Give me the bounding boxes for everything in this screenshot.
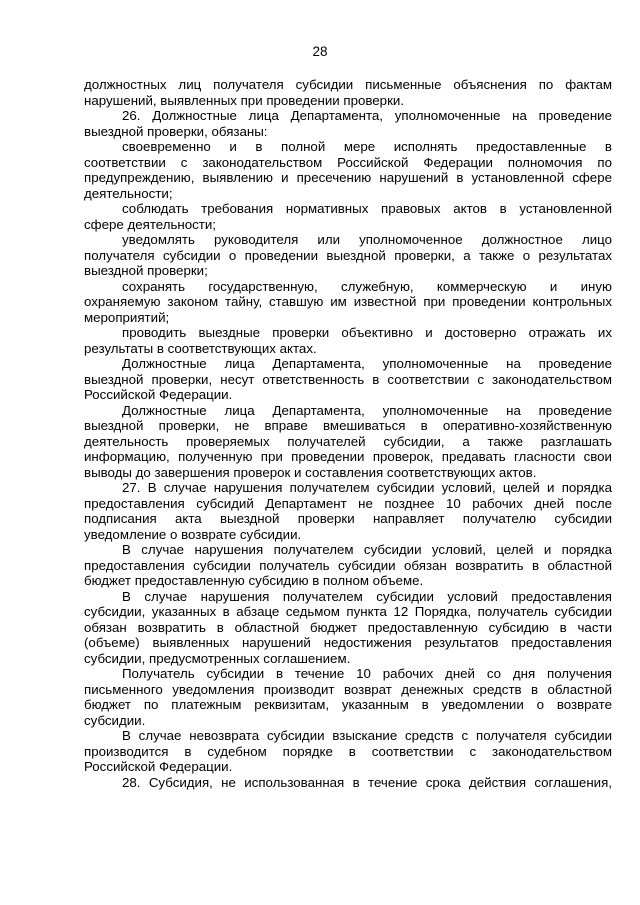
text-line: получателя субсидии о проведении выездной проверки, а также о результатах (84, 247, 612, 263)
text-line: бюджет по платежным реквизитам, указанным в уведомлении о возврате (84, 697, 612, 712)
text-line: предупреждению, выявлению и пресечению нарушений в установленной сфере (84, 170, 612, 185)
text-line: субсидии. (84, 712, 146, 728)
text-line: бюджет предоставленную субсидию в полном объеме. (84, 573, 424, 588)
text-line: нарушений, выявленных при проведении проверки. (84, 92, 405, 108)
text-line: информацию, полученную при проведении проверок, предавать гласности свои (84, 449, 612, 464)
text-line: должностных лиц получателя субсидии письменные объяснения по фактам (84, 77, 612, 92)
text-line: письменного уведомления производит возврат денежных средств в областной (84, 681, 612, 697)
text-line: выездной проверки, обязаны: (84, 123, 268, 139)
text-line: В случае нарушения получателем субсидии условий предоставления (122, 588, 612, 604)
text-line: деятельности; (84, 185, 173, 201)
text-line: предоставления субсидий Департамент не позднее 10 рабочих дней после (84, 495, 612, 511)
text-line: Российской Федерации. (84, 387, 233, 402)
text-line: выездной проверки, несут ответственность в соответствии с законодательством (84, 371, 612, 387)
text-line: субсидии, предусмотренных соглашением. (84, 650, 351, 666)
text-line: Должностные лица Департамента, уполномоченные на проведение (122, 356, 612, 371)
text-line: выводы до завершения проверок и составления соответствующих актов. (84, 464, 537, 480)
text-line: В случае невозврата субсидии взыскание средств с получателя субсидии (122, 728, 612, 743)
text-line: охраняемую законом тайну, ставшую им известной при проведении контрольных (84, 294, 612, 309)
text-line: своевременно и в полной мере исполнять предоставленные в (122, 139, 612, 154)
text-line: выездной проверки; (84, 263, 208, 278)
text-line: подписания акта выездной проверки направляет получателю субсидии (84, 511, 612, 526)
text-line: субсидии, указанных в абзаце седьмом пункта 12 Порядка, получатель субсидии (84, 604, 612, 619)
text-line: обязан возвратить в областной бюджет предоставленную субсидию в части (84, 619, 612, 635)
text-line: В случае нарушения получателем субсидии условий, целей и порядка (122, 542, 612, 557)
text-line: уведомление о возврате субсидии. (84, 526, 302, 542)
text-line: Российской Федерации. (84, 759, 233, 774)
text-line: выездной проверки, не вправе вмешиваться в оперативно-хозяйственную (84, 418, 612, 433)
document-body (84, 77, 612, 790)
text-line: 28. Субсидия, не использованная в течение срока действия соглашения, (122, 774, 612, 790)
text-line: Получатель субсидии в течение 10 рабочих дней со дня получения (122, 666, 612, 681)
text-line: соблюдать требования нормативных правовых актов в установленной (122, 201, 612, 216)
page-number: 28 (312, 44, 328, 59)
text-line: уведомлять руководителя или уполномоченное должностное лицо (122, 232, 612, 247)
text-line: 27. В случае нарушения получателем субсидии условий, целей и порядка (122, 480, 612, 495)
text-line: мероприятий; (84, 309, 170, 325)
text-line: Должностные лица Департамента, уполномоченные на проведение (122, 402, 612, 418)
text-line: сфере деятельности; (84, 216, 217, 232)
text-line: производится в судебном порядке в соответствии с законодательством (84, 743, 612, 759)
text-line: деятельность проверяемых получателей субсидии, а также разглашать (84, 433, 612, 449)
text-line: предоставления субсидии получатель субсидии обязан возвратить в областной (84, 557, 612, 573)
text-line: соответствии с законодательством Российской Федерации полномочия по (84, 154, 612, 170)
text-line: результаты в соответствующих актах. (84, 340, 317, 356)
text-line: сохранять государственную, служебную, коммерческую и иную (122, 278, 612, 294)
text-line: проводить выездные проверки объективно и достоверно отражать их (122, 325, 612, 340)
text-line: (объеме) выявленных нарушений недостижения результатов предоставления (84, 635, 612, 650)
text-line: 26. Должностные лица Департамента, уполномоченные на проведение (122, 108, 612, 123)
